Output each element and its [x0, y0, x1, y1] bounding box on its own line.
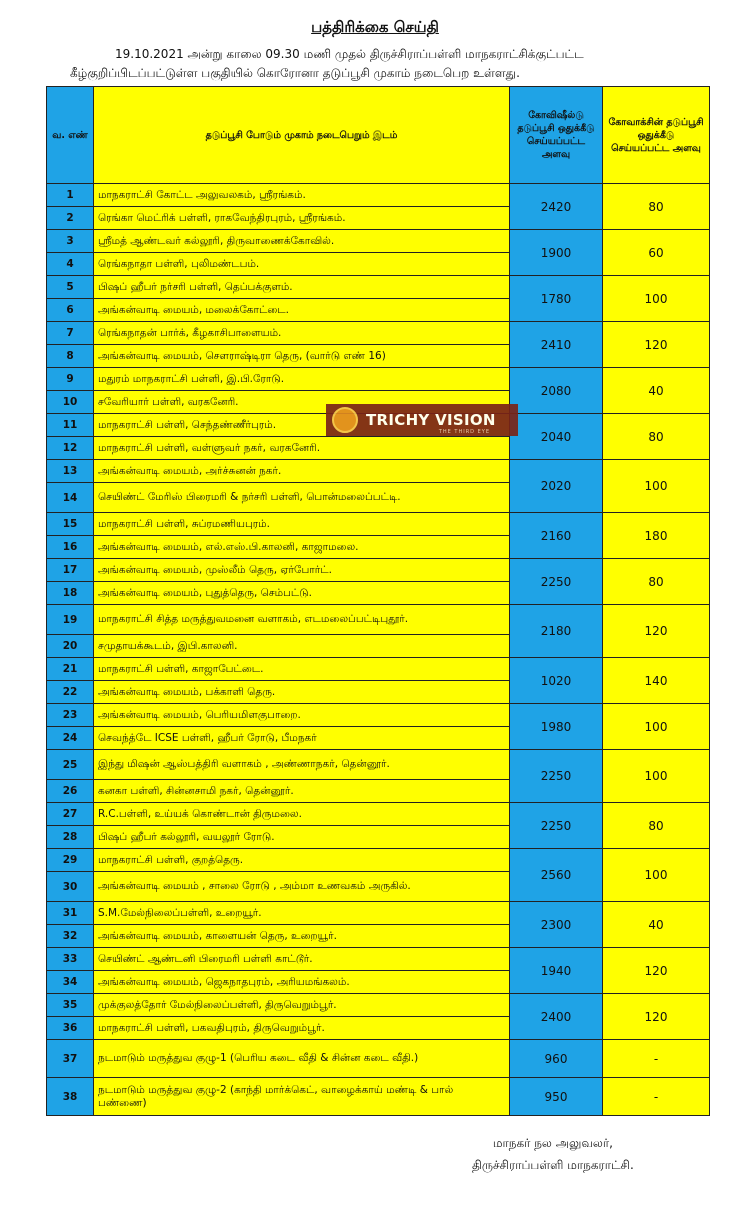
row-serial-number: 15: [47, 513, 94, 536]
covaxin-allocation-cell: 120: [603, 322, 710, 368]
row-camp-location: மாநகராட்சி பள்ளி, சுப்ரமணியபுரம்.: [94, 513, 510, 536]
covaxin-allocation-cell: 80: [603, 559, 710, 605]
header-covishield-allocation: கோவிஷீல்டு தடுப்பூசி ஒதுக்கீடு செய்யப்பட்ட அளவு: [510, 87, 603, 184]
covishield-allocation-cell: 1980: [510, 704, 603, 750]
table-row: [47, 1078, 710, 1116]
covaxin-allocation-cell: 100: [603, 750, 710, 803]
row-serial-number: 14: [47, 483, 94, 513]
covaxin-allocation-cell: 180: [603, 513, 710, 559]
row-serial-number: 8: [47, 345, 94, 368]
row-camp-location: ரெங்கநாதா பள்ளி, புலிமண்டபம்.: [94, 253, 510, 276]
row-serial-number: 34: [47, 971, 94, 994]
row-serial-number: 33: [47, 948, 94, 971]
covishield-allocation-cell: 2180: [510, 605, 603, 658]
trichy-vision-watermark: [326, 404, 518, 436]
covishield-allocation-cell: 2400: [510, 994, 603, 1040]
covishield-allocation-cell: 1940: [510, 948, 603, 994]
row-serial-number: 12: [47, 437, 94, 460]
row-serial-number: 27: [47, 803, 94, 826]
table-row: [47, 803, 710, 826]
row-camp-location: நடமாடும் மருத்துவ குழு-2 (காந்தி மார்க்கெட், வாழைக்காய் மண்டி & பால் பண்ணை): [94, 1078, 510, 1116]
row-camp-location: ஸ்ரீமத் ஆண்டவர் கல்லூரி, திருவாணைக்கோவில்.: [94, 230, 510, 253]
row-camp-location: R.C.பள்ளி, உய்யக் கொண்டான் திருமலை.: [94, 803, 510, 826]
covishield-allocation-cell: 2420: [510, 184, 603, 230]
row-camp-location: பிஷப் ஹீபர் நர்சரி பள்ளி, தெப்பக்குளம்.: [94, 276, 510, 299]
row-serial-number: 9: [47, 368, 94, 391]
covaxin-allocation-cell: 100: [603, 849, 710, 902]
table-row: [47, 322, 710, 345]
table-row: [47, 704, 710, 727]
row-camp-location: சமுதாயக்கூடம், இபி.காலனி.: [94, 635, 510, 658]
row-camp-location: இந்து மிஷன் ஆஸ்பத்திரி வளாகம் , அண்ணாநகர், தென்னூர்.: [94, 750, 510, 780]
table-row: [47, 658, 710, 681]
signatory-organisation: திருச்சிராப்பள்ளி மாநகராட்சி.: [472, 1158, 634, 1172]
row-serial-number: 11: [47, 414, 94, 437]
covishield-allocation-cell: 1780: [510, 276, 603, 322]
row-camp-location: மாநகராட்சி பள்ளி, செந்தண்ணீர்புரம்.: [94, 414, 510, 437]
row-camp-location: அங்கன்வாடி மையம், அர்ச்சுனன் நகர்.: [94, 460, 510, 483]
row-serial-number: 21: [47, 658, 94, 681]
row-camp-location: அங்கன்வாடி மையம், எல்.எஸ்.பி.காலனி, காஜாமலை.: [94, 536, 510, 559]
covaxin-allocation-cell: 80: [603, 803, 710, 849]
table-row: [47, 849, 710, 872]
covaxin-allocation-cell: 100: [603, 276, 710, 322]
table-row: [47, 605, 710, 635]
intro-line-2: கீழ்குறிப்பிடப்பட்டுள்ள பகுதியில் கொரோனா தடுப்பூசி முகாம் நடைபெற உள்ளது.: [70, 66, 520, 80]
covaxin-allocation-cell: 80: [603, 414, 710, 460]
row-serial-number: 10: [47, 391, 94, 414]
table-row: [47, 276, 710, 299]
covishield-allocation-cell: 2020: [510, 460, 603, 513]
covaxin-allocation-cell: 120: [603, 605, 710, 658]
row-camp-location: மாநகராட்சி பள்ளி, குறத்தெரு.: [94, 849, 510, 872]
covaxin-allocation-cell: 100: [603, 704, 710, 750]
row-camp-location: ரெங்கா மெட்ரிக் பள்ளி, ராகவேந்திரபுரம், ஸ்ரீரங்கம்.: [94, 207, 510, 230]
table-row: [47, 513, 710, 536]
row-serial-number: 18: [47, 582, 94, 605]
row-serial-number: 31: [47, 902, 94, 925]
row-serial-number: 36: [47, 1017, 94, 1040]
row-camp-location: செயிண்ட் மேரிஸ் பிரைமரி & நர்சரி பள்ளி, பொன்மலைப்பட்டி.: [94, 483, 510, 513]
covishield-allocation-cell: 960: [510, 1040, 603, 1078]
table-row: [47, 994, 710, 1017]
row-serial-number: 37: [47, 1040, 94, 1078]
row-serial-number: 29: [47, 849, 94, 872]
watermark-text: TRICHY VISION: [366, 411, 496, 429]
table-row: [47, 948, 710, 971]
row-serial-number: 1: [47, 184, 94, 207]
row-camp-location: மதுரம் மாநகராட்சி பள்ளி, இ.பி.ரோடு.: [94, 368, 510, 391]
row-serial-number: 23: [47, 704, 94, 727]
vaccination-camp-table: [46, 86, 710, 1116]
row-camp-location: அங்கன்வாடி மையம், புதுத்தெரு, செம்பட்டு.: [94, 582, 510, 605]
row-camp-location: மாநகராட்சி பள்ளி, காஜாபேட்டை.: [94, 658, 510, 681]
row-camp-location: மாநகராட்சி பள்ளி, வள்ளுவர் நகர், வரகனேரி.: [94, 437, 510, 460]
table-header-row: [47, 87, 710, 184]
row-camp-location: ரெங்கநாதன் பார்க், கீழகாசிபாளையம்.: [94, 322, 510, 345]
covaxin-allocation-cell: -: [603, 1040, 710, 1078]
covaxin-allocation-cell: 60: [603, 230, 710, 276]
table-row: [47, 1040, 710, 1078]
covishield-allocation-cell: 2250: [510, 559, 603, 605]
covaxin-allocation-cell: 140: [603, 658, 710, 704]
table-row: [47, 460, 710, 483]
header-camp-location: தடுப்பூசி போடும் முகாம் நடைபெறும் இடம்: [94, 87, 510, 184]
row-camp-location: அங்கன்வாடி மையம், பெரியமிளகுபாறை.: [94, 704, 510, 727]
row-serial-number: 16: [47, 536, 94, 559]
row-serial-number: 35: [47, 994, 94, 1017]
row-camp-location: செயிண்ட் ஆண்டனி பிரைமரி பள்ளி காட்டூர்.: [94, 948, 510, 971]
row-camp-location: அங்கன்வாடி மையம், பக்காளி தெரு.: [94, 681, 510, 704]
signatory-designation: மாநகர் நல அலுவலர்,: [492, 1136, 613, 1150]
table-row: [47, 750, 710, 780]
row-serial-number: 13: [47, 460, 94, 483]
row-serial-number: 26: [47, 780, 94, 803]
covishield-allocation-cell: 1020: [510, 658, 603, 704]
intro-paragraph: [70, 45, 710, 83]
row-serial-number: 32: [47, 925, 94, 948]
header-covaxin-allocation: கோவாக்சின் தடுப்பூசி ஒதுக்கீடு செய்யப்பட்ட அளவு: [603, 87, 710, 184]
covishield-allocation-cell: 2040: [510, 414, 603, 460]
covaxin-allocation-cell: 40: [603, 902, 710, 948]
table-row: [47, 902, 710, 925]
watermark-subtext: THE THIRD EYE: [438, 429, 490, 435]
row-serial-number: 6: [47, 299, 94, 322]
covaxin-allocation-cell: 100: [603, 460, 710, 513]
row-serial-number: 22: [47, 681, 94, 704]
row-serial-number: 7: [47, 322, 94, 345]
row-camp-location: மாநகராட்சி சித்த மருத்துவமனை வளாகம், எடமலைப்பட்டிபுதூர்.: [94, 605, 510, 635]
covaxin-allocation-cell: 120: [603, 948, 710, 994]
row-serial-number: 3: [47, 230, 94, 253]
row-camp-location: S.M.மேல்நிலைப்பள்ளி, உறையூர்.: [94, 902, 510, 925]
row-serial-number: 28: [47, 826, 94, 849]
row-camp-location: செவந்த்டே ICSE பள்ளி, ஹீபர் ரோடு, பீமநகர்: [94, 727, 510, 750]
intro-line-1: 19.10.2021 அன்று காலை 09.30 மணி முதல் திருச்சிராப்பள்ளி மாநகராட்சிக்குட்பட்ட: [115, 47, 584, 61]
row-camp-location: முக்குலத்தோர் மேல்நிலைப்பள்ளி, திருவெறும்பூர்.: [94, 994, 510, 1017]
covishield-allocation-cell: 2560: [510, 849, 603, 902]
covishield-allocation-cell: 950: [510, 1078, 603, 1116]
row-camp-location: அங்கன்வாடி மையம், சௌராஷ்டிரா தெரு, (வார்டு எண் 16): [94, 345, 510, 368]
signature-block: [472, 1132, 634, 1176]
row-serial-number: 20: [47, 635, 94, 658]
row-camp-location: நடமாடும் மருத்துவ குழு-1 (பெரிய கடை வீதி & சின்ன கடை வீதி.): [94, 1040, 510, 1078]
row-serial-number: 24: [47, 727, 94, 750]
row-serial-number: 4: [47, 253, 94, 276]
covaxin-allocation-cell: 40: [603, 368, 710, 414]
table-row: [47, 230, 710, 253]
row-camp-location: மாநகராட்சி கோட்ட அலுவலகம், ஸ்ரீரங்கம்.: [94, 184, 510, 207]
row-serial-number: 19: [47, 605, 94, 635]
row-camp-location: அங்கன்வாடி மையம், முஸ்லீம் தெரு, ஏர்போர்ட்.: [94, 559, 510, 582]
covishield-allocation-cell: 2080: [510, 368, 603, 414]
row-camp-location: சவேரியார் பள்ளி, வரகனேரி.: [94, 391, 510, 414]
row-camp-location: மாநகராட்சி பள்ளி, பகவதிபுரம், திருவெறும்பூர்.: [94, 1017, 510, 1040]
row-camp-location: பிஷப் ஹீபர் கல்லூரி, வயலூர் ரோடு.: [94, 826, 510, 849]
covishield-allocation-cell: 2250: [510, 803, 603, 849]
row-serial-number: 5: [47, 276, 94, 299]
covishield-allocation-cell: 1900: [510, 230, 603, 276]
row-camp-location: அங்கன்வாடி மையம் , சாலை ரோடு , அம்மா உணவகம் அருகில்.: [94, 872, 510, 902]
press-release-title: பத்திரிக்கை செய்தி: [311, 18, 439, 36]
row-camp-location: கனகா பள்ளி, சின்னசாமி நகர், தென்னூர்.: [94, 780, 510, 803]
row-camp-location: அங்கன்வாடி மையம், ஜெகநாதபுரம், அரியமங்கலம்.: [94, 971, 510, 994]
table-row: [47, 559, 710, 582]
covishield-allocation-cell: 2160: [510, 513, 603, 559]
table-row: [47, 368, 710, 391]
row-serial-number: 38: [47, 1078, 94, 1116]
table-body: [47, 184, 710, 1116]
covaxin-allocation-cell: -: [603, 1078, 710, 1116]
row-serial-number: 17: [47, 559, 94, 582]
row-serial-number: 2: [47, 207, 94, 230]
trichy-vision-logo-icon: [332, 407, 358, 433]
covaxin-allocation-cell: 120: [603, 994, 710, 1040]
covishield-allocation-cell: 2300: [510, 902, 603, 948]
covishield-allocation-cell: 2410: [510, 322, 603, 368]
row-camp-location: அங்கன்வாடி மையம், மலைக்கோட்டை.: [94, 299, 510, 322]
covishield-allocation-cell: 2250: [510, 750, 603, 803]
table-row: [47, 184, 710, 207]
header-serial-number: வ. எண்: [47, 87, 94, 184]
row-camp-location: அங்கன்வாடி மையம், காளையன் தெரு, உறையூர்.: [94, 925, 510, 948]
row-serial-number: 30: [47, 872, 94, 902]
row-serial-number: 25: [47, 750, 94, 780]
covaxin-allocation-cell: 80: [603, 184, 710, 230]
